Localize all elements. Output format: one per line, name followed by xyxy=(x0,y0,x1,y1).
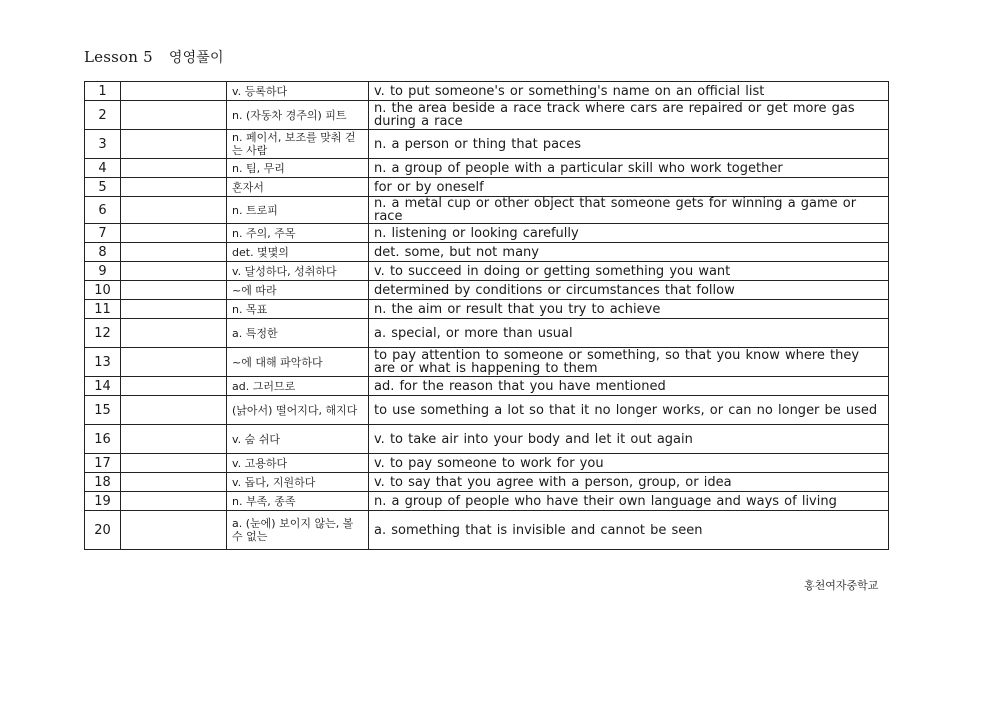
english-definition: a. something that is invisible and cannot be seen xyxy=(369,511,889,550)
row-number: 18 xyxy=(85,473,121,492)
korean-meaning: ~에 대해 파악하다 xyxy=(227,348,369,377)
row-number: 13 xyxy=(85,348,121,377)
row-number: 8 xyxy=(85,243,121,262)
table-row xyxy=(85,300,889,319)
answer-blank-cell xyxy=(121,281,227,300)
answer-blank-cell xyxy=(121,178,227,197)
row-number: 15 xyxy=(85,396,121,425)
answer-blank-cell xyxy=(121,511,227,550)
answer-blank-cell xyxy=(121,262,227,281)
table-row xyxy=(85,178,889,197)
korean-meaning: n. 트로피 xyxy=(227,197,369,224)
table-row xyxy=(85,348,889,377)
korean-meaning: v. 숨 쉬다 xyxy=(227,425,369,454)
table-row xyxy=(85,473,889,492)
korean-meaning: n. 페이서, 보조를 맞춰 걷는 사람 xyxy=(227,130,369,159)
english-definition: to use something a lot so that it no longer works, or can no longer be used xyxy=(369,396,889,425)
answer-blank-cell xyxy=(121,396,227,425)
row-number: 20 xyxy=(85,511,121,550)
answer-blank-cell xyxy=(121,224,227,243)
answer-blank-cell xyxy=(121,473,227,492)
korean-meaning: ad. 그러므로 xyxy=(227,377,369,396)
english-definition: n. listening or looking carefully xyxy=(369,224,889,243)
answer-blank-cell xyxy=(121,492,227,511)
row-number: 19 xyxy=(85,492,121,511)
english-definition: v. to take air into your body and let it out again xyxy=(369,425,889,454)
table-row xyxy=(85,454,889,473)
row-number: 2 xyxy=(85,101,121,130)
table-row xyxy=(85,243,889,262)
answer-blank-cell xyxy=(121,101,227,130)
answer-blank-cell xyxy=(121,454,227,473)
korean-meaning: v. 고용하다 xyxy=(227,454,369,473)
table-row xyxy=(85,197,889,224)
answer-blank-cell xyxy=(121,300,227,319)
korean-meaning: v. 등록하다 xyxy=(227,82,369,101)
row-number: 17 xyxy=(85,454,121,473)
korean-meaning: n. 목표 xyxy=(227,300,369,319)
table-row xyxy=(85,281,889,300)
row-number: 3 xyxy=(85,130,121,159)
english-definition: n. a group of people who have their own language and ways of living xyxy=(369,492,889,511)
row-number: 9 xyxy=(85,262,121,281)
lesson-label: Lesson 5 xyxy=(84,48,153,66)
row-number: 4 xyxy=(85,159,121,178)
row-number: 5 xyxy=(85,178,121,197)
korean-meaning: (낡아서) 떨어지다, 해지다 xyxy=(227,396,369,425)
korean-meaning: n. 팀, 무리 xyxy=(227,159,369,178)
korean-meaning: v. 돕다, 지원하다 xyxy=(227,473,369,492)
answer-blank-cell xyxy=(121,319,227,348)
table-row xyxy=(85,224,889,243)
korean-meaning: a. (눈에) 보이지 않는, 볼 수 없는 xyxy=(227,511,369,550)
table-row xyxy=(85,511,889,550)
english-definition: determined by conditions or circumstances that follow xyxy=(369,281,889,300)
answer-blank-cell xyxy=(121,377,227,396)
english-definition: det. some, but not many xyxy=(369,243,889,262)
answer-blank-cell xyxy=(121,425,227,454)
answer-blank-cell xyxy=(121,243,227,262)
korean-meaning: v. 달성하다, 성취하다 xyxy=(227,262,369,281)
table-row xyxy=(85,425,889,454)
english-definition: n. the aim or result that you try to achieve xyxy=(369,300,889,319)
row-number: 12 xyxy=(85,319,121,348)
table-row xyxy=(85,377,889,396)
table-row xyxy=(85,82,889,101)
english-definition: v. to succeed in doing or getting something you want xyxy=(369,262,889,281)
table-row xyxy=(85,262,889,281)
english-definition: to pay attention to someone or something, so that you know where they are or what is happening to them xyxy=(369,348,889,377)
answer-blank-cell xyxy=(121,348,227,377)
english-definition: n. a person or thing that paces xyxy=(369,130,889,159)
table-row xyxy=(85,319,889,348)
korean-meaning: n. (자동차 경주의) 피트 xyxy=(227,101,369,130)
english-definition: for or by oneself xyxy=(369,178,889,197)
korean-meaning: a. 특정한 xyxy=(227,319,369,348)
table-row xyxy=(85,492,889,511)
lesson-subtitle: 영영풀이 xyxy=(168,50,224,66)
table-row xyxy=(85,159,889,178)
english-definition: v. to put someone's or something's name on an official list xyxy=(369,82,889,101)
answer-blank-cell xyxy=(121,159,227,178)
row-number: 16 xyxy=(85,425,121,454)
vocabulary-table xyxy=(84,81,889,550)
korean-meaning: 혼자서 xyxy=(227,178,369,197)
table-row xyxy=(85,396,889,425)
row-number: 7 xyxy=(85,224,121,243)
english-definition: n. a group of people with a particular skill who work together xyxy=(369,159,889,178)
row-number: 11 xyxy=(85,300,121,319)
answer-blank-cell xyxy=(121,130,227,159)
english-definition: v. to pay someone to work for you xyxy=(369,454,889,473)
school-name: 홍천여자중학교 xyxy=(804,579,879,592)
answer-blank-cell xyxy=(121,82,227,101)
english-definition: n. the area beside a race track where cars are repaired or get more gas during a race xyxy=(369,101,889,130)
korean-meaning: n. 주의, 주목 xyxy=(227,224,369,243)
english-definition: a. special, or more than usual xyxy=(369,319,889,348)
row-number: 6 xyxy=(85,197,121,224)
row-number: 10 xyxy=(85,281,121,300)
korean-meaning: det. 몇몇의 xyxy=(227,243,369,262)
korean-meaning: ~에 따라 xyxy=(227,281,369,300)
row-number: 14 xyxy=(85,377,121,396)
row-number: 1 xyxy=(85,82,121,101)
answer-blank-cell xyxy=(121,197,227,224)
page-title xyxy=(84,47,224,67)
english-definition: n. a metal cup or other object that someone gets for winning a game or race xyxy=(369,197,889,224)
english-definition: ad. for the reason that you have mentioned xyxy=(369,377,889,396)
table-row xyxy=(85,101,889,130)
table-row xyxy=(85,130,889,159)
english-definition: v. to say that you agree with a person, group, or idea xyxy=(369,473,889,492)
korean-meaning: n. 부족, 종족 xyxy=(227,492,369,511)
